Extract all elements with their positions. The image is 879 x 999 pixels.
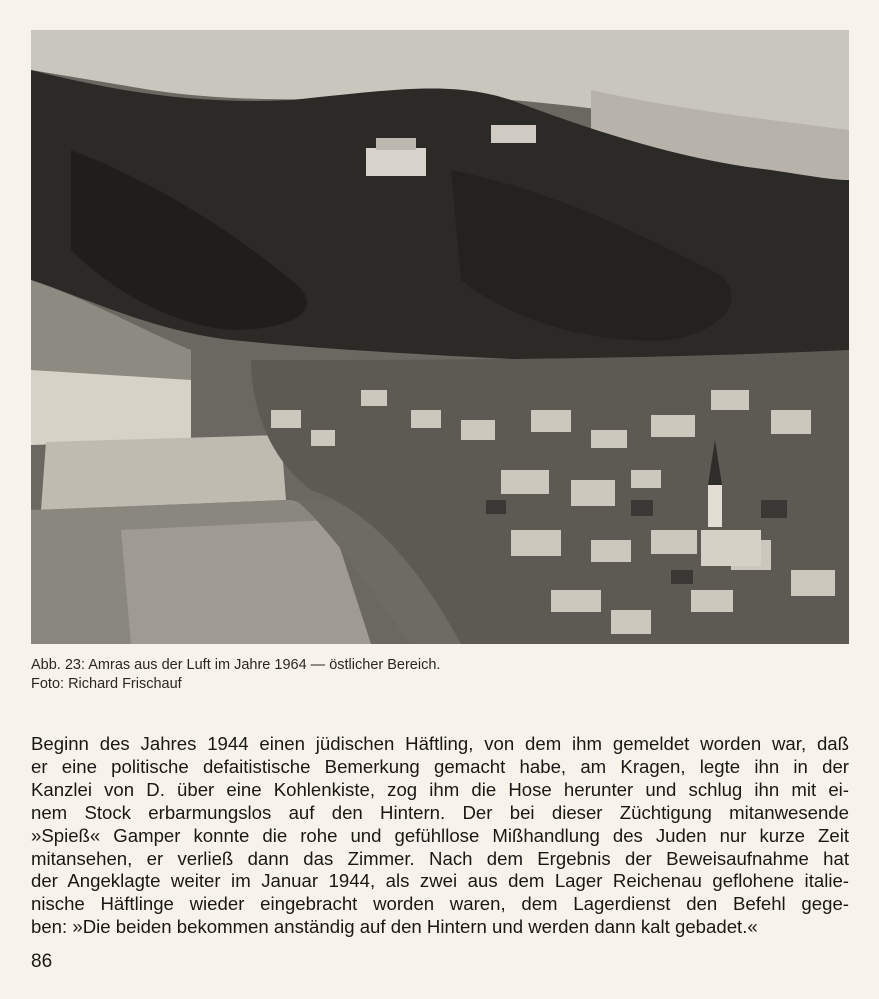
caption-title: Abb. 23: Amras aus der Luft im Jahre 1964 — östlicher Bereich.	[31, 657, 441, 673]
body-paragraph	[31, 733, 849, 939]
body-line: »Spieß« Gamper konnte die rohe und gefühllose Mißhandlung des Juden nur kurze Zeit	[31, 824, 849, 846]
page-number: 86	[31, 951, 53, 972]
body-line: nem Stock erbarmungslos auf den Hintern. Der bei dieser Züchtigung mitanwesende	[31, 801, 849, 823]
caption-credit: Foto: Richard Frischauf	[31, 676, 182, 692]
body-line: Beginn des Jahres 1944 einen jüdischen Häftling, von dem ihm gemeldet worden war, daß	[31, 733, 849, 754]
body-line: Kanzlei von D. über eine Kohlenkiste, zog ihm die Hose herunter und schlug ihn mit ei-	[31, 778, 849, 800]
body-line: nische Häftlinge wieder eingebracht worden waren, dem Lagerdienst den Befehl gege-	[31, 893, 849, 915]
body-line: er eine politische defaitistische Bemerkung gemacht habe, am Kragen, legte ihn in der	[31, 755, 849, 777]
figure-caption	[31, 656, 849, 694]
body-line: mitansehen, er verließ dann das Zimmer. Nach dem Ergebnis der Beweisaufnahme hat	[31, 847, 849, 869]
body-line: der Angeklagte weiter im Januar 1944, als zwei aus dem Lager Reichenau geflohene italie-	[31, 870, 849, 892]
body-line: ben: »Die beiden bekommen anständig auf den Hintern und werden dann kalt gebadet.«	[31, 916, 758, 938]
aerial-photo-illustration	[31, 30, 849, 644]
aerial-photo-amras	[31, 30, 849, 644]
